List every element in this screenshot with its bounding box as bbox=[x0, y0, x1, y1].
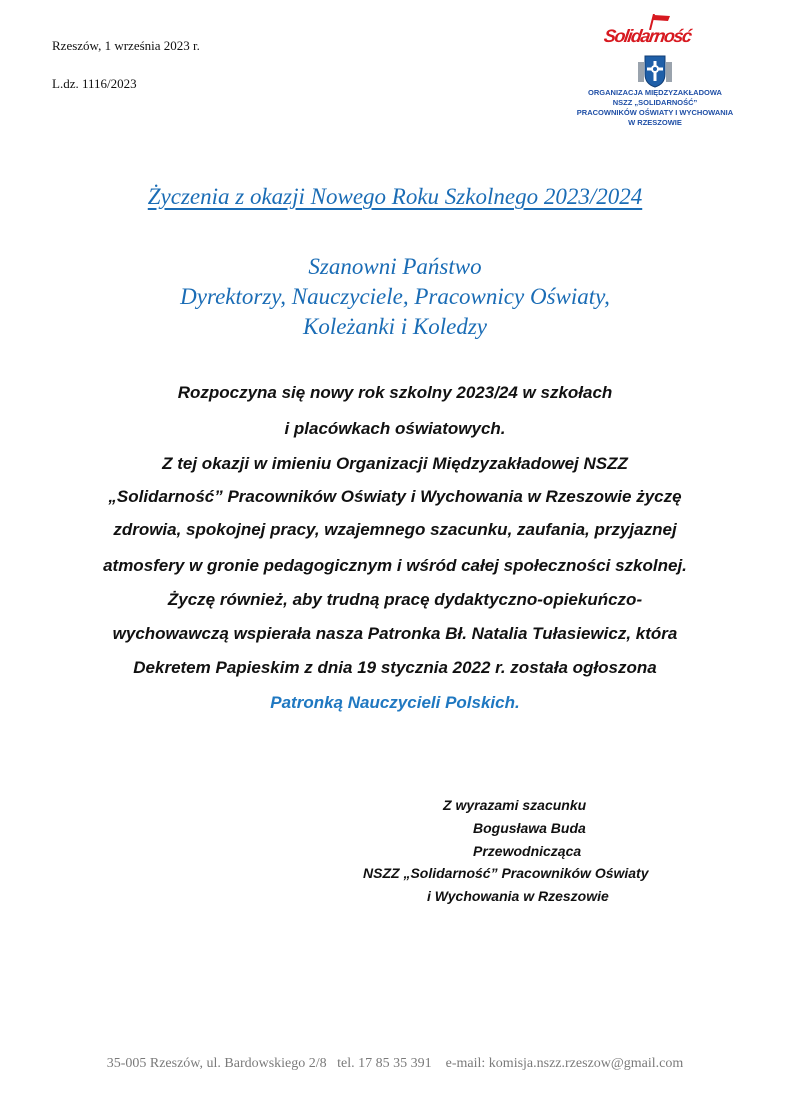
footer-contact: 35-005 Rzeszów, ul. Bardowskiego 2/8 tel. 17 85 35 391 e-mail: komisja.nszz.rzeszow@gmail.com bbox=[106, 1056, 684, 1071]
body-line: Z tej okazji w imieniu Organizacji Międzyzakładowej NSZZ bbox=[162, 454, 628, 473]
patron-highlight: Patronką Nauczycieli Polskich. bbox=[270, 693, 520, 712]
body-line: Dekretem Papieskim z dnia 19 stycznia 2022 r. została ogłoszona bbox=[133, 658, 657, 677]
place-date: Rzeszów, 1 września 2023 r. bbox=[52, 38, 200, 53]
salutation-line: Dyrektorzy, Nauczyciele, Pracownicy Oświaty, bbox=[180, 284, 610, 309]
signature-closing: Z wyrazami szacunku bbox=[443, 797, 587, 813]
solidarnosc-wordmark: Solidarność bbox=[602, 26, 693, 46]
document-title-text: Życzenia z okazji Nowego Roku Szkolnego 2023/2024 bbox=[147, 184, 643, 209]
signature-role: Przewodnicząca bbox=[473, 843, 582, 859]
signature-org: NSZZ „Solidarność” Pracowników Oświaty bbox=[363, 865, 649, 881]
logo-org-line: ORGANIZACJA MIĘDZYZAKŁADOWA bbox=[588, 88, 722, 97]
body-line: wychowawczą wspierała nasza Patronka Bł. Natalia Tułasiewicz, która bbox=[112, 624, 678, 643]
signature-org: i Wychowania w Rzeszowie bbox=[427, 888, 609, 904]
body-line: Rozpoczyna się nowy rok szkolny 2023/24 w szkołach bbox=[177, 383, 613, 402]
body-line: zdrowia, spokojnej pracy, wzajemnego szacunku, zaufania, przyjaznej bbox=[113, 520, 677, 539]
salutation-line: Szanowni Państwo bbox=[308, 254, 482, 279]
body-line: atmosfery w gronie pedagogicznym i wśród całej społeczności szkolnej. bbox=[103, 556, 687, 575]
document-title bbox=[0, 184, 790, 210]
logo-org-line: W RZESZOWIE bbox=[628, 118, 682, 127]
salutation-line: Koleżanki i Koledzy bbox=[303, 314, 487, 339]
union-logo bbox=[560, 12, 750, 132]
logo-org-line: PRACOWNIKÓW OŚWIATY I WYCHOWANIA bbox=[576, 108, 734, 117]
reference-number: L.dz. 1116/2023 bbox=[52, 76, 137, 91]
logo-org-line: NSZZ „SOLIDARNOŚĆ” bbox=[612, 98, 698, 107]
signature-name: Bogusława Buda bbox=[473, 820, 586, 836]
body-line: „Solidarność” Pracowników Oświaty i Wychowania w Rzeszowie życzę bbox=[108, 487, 682, 506]
body-line: i placówkach oświatowych. bbox=[284, 419, 506, 438]
body-line: Życzę również, aby trudną pracę dydaktyczno-opiekuńczo- bbox=[167, 590, 643, 609]
crest-icon bbox=[635, 52, 675, 88]
